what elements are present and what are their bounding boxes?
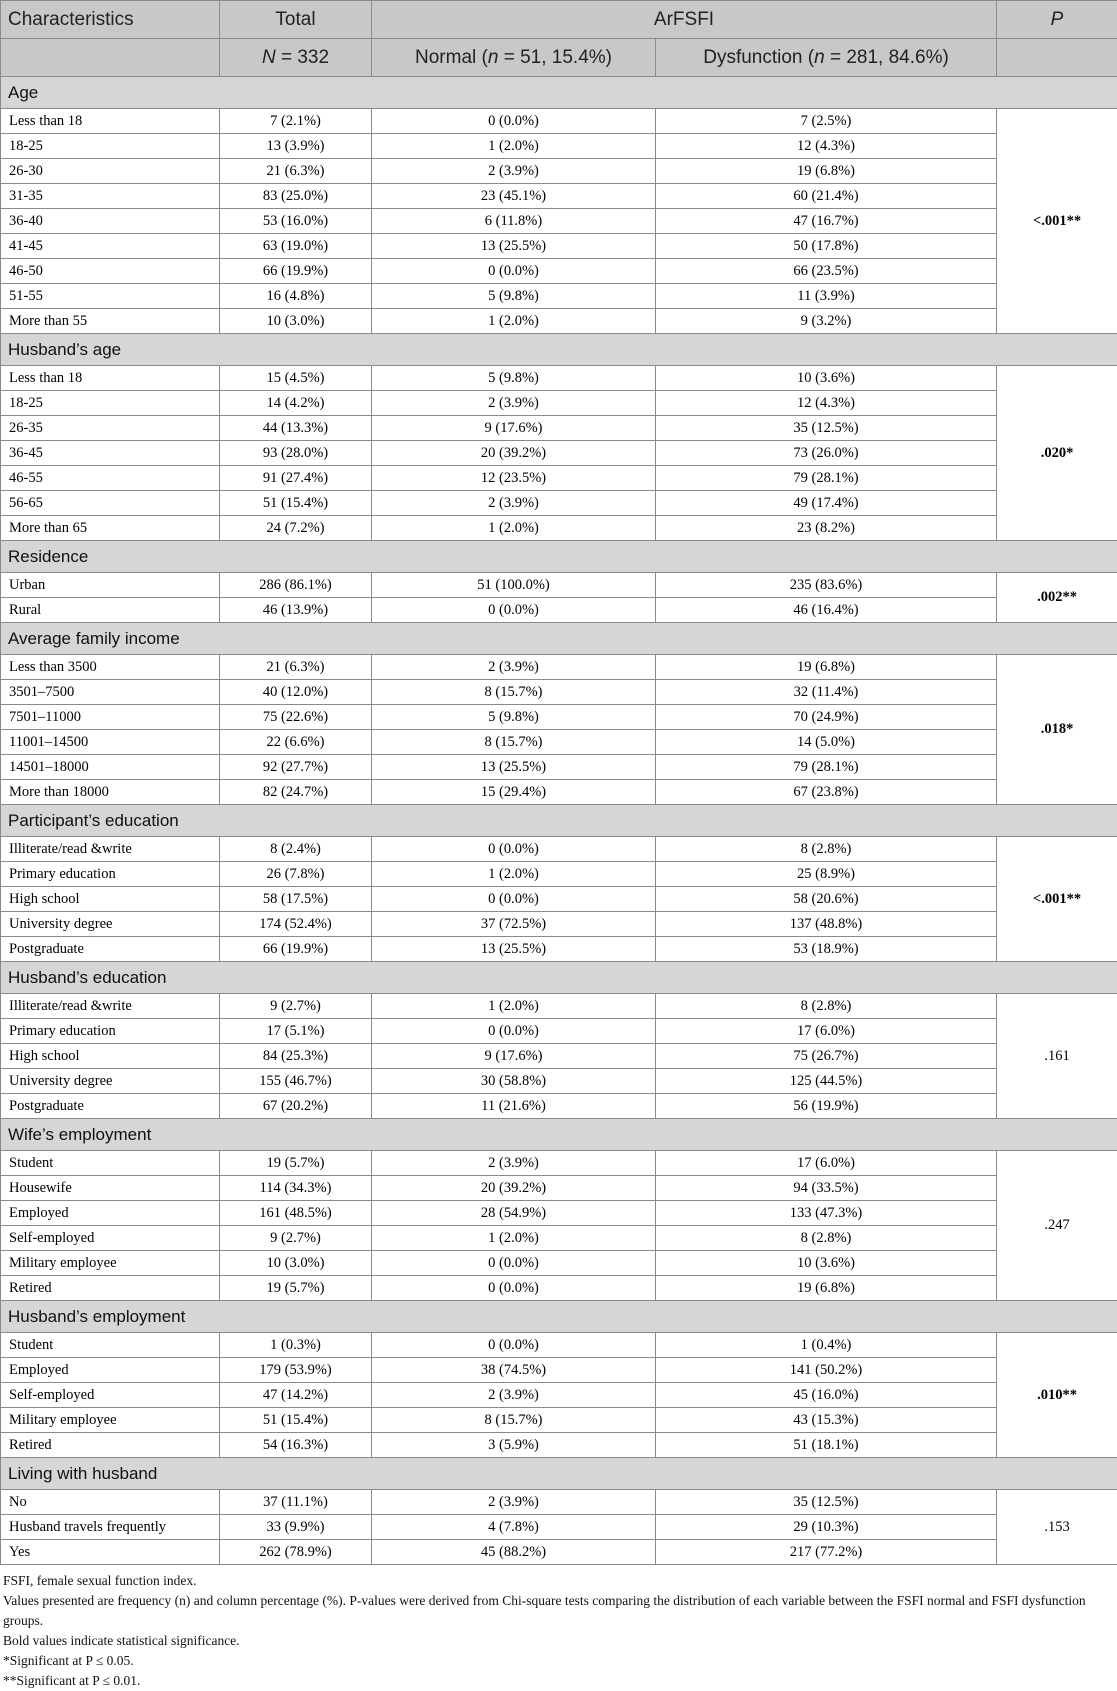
row-label: 14501–18000 <box>1 755 220 780</box>
normal-cell: 4 (7.8%) <box>372 1515 656 1540</box>
total-cell: 7 (2.1%) <box>220 109 372 134</box>
footnote: **Significant at P ≤ 0.01. <box>3 1671 1117 1691</box>
header-empty-cell <box>997 39 1117 77</box>
row-label: Illiterate/read &write <box>1 837 220 862</box>
table-row <box>1 680 1117 705</box>
table-row <box>1 1201 1117 1226</box>
total-cell: 174 (52.4%) <box>220 912 372 937</box>
table-row <box>1 441 1117 466</box>
dysfunction-cell: 60 (21.4%) <box>656 184 997 209</box>
total-cell: 155 (46.7%) <box>220 1069 372 1094</box>
p-value-cell: .153 <box>997 1490 1117 1565</box>
total-cell: 9 (2.7%) <box>220 994 372 1019</box>
normal-cell: 9 (17.6%) <box>372 1044 656 1069</box>
table-row <box>1 1276 1117 1301</box>
row-label: Postgraduate <box>1 937 220 962</box>
table-row <box>1 391 1117 416</box>
table-row <box>1 1019 1117 1044</box>
dysfunction-cell: 8 (2.8%) <box>656 1226 997 1251</box>
row-label: Less than 18 <box>1 366 220 391</box>
normal-cell: 9 (17.6%) <box>372 416 656 441</box>
normal-cell: 8 (15.7%) <box>372 730 656 755</box>
header-normal: Normal (n = 51, 15.4%) <box>372 39 656 77</box>
table-row <box>1 1044 1117 1069</box>
normal-cell: 2 (3.9%) <box>372 159 656 184</box>
total-cell: 67 (20.2%) <box>220 1094 372 1119</box>
normal-cell: 51 (100.0%) <box>372 573 656 598</box>
row-label: Self-employed <box>1 1226 220 1251</box>
section-row <box>1 623 1117 655</box>
dysfunction-cell: 75 (26.7%) <box>656 1044 997 1069</box>
normal-cell: 1 (2.0%) <box>372 309 656 334</box>
dysfunction-cell: 7 (2.5%) <box>656 109 997 134</box>
total-cell: 14 (4.2%) <box>220 391 372 416</box>
row-label: University degree <box>1 912 220 937</box>
row-label: Illiterate/read &write <box>1 994 220 1019</box>
row-label: 36-40 <box>1 209 220 234</box>
header-dysfunction: Dysfunction (n = 281, 84.6%) <box>656 39 997 77</box>
normal-cell: 0 (0.0%) <box>372 1276 656 1301</box>
total-cell: 9 (2.7%) <box>220 1226 372 1251</box>
dysfunction-cell: 35 (12.5%) <box>656 1490 997 1515</box>
footnote: FSFI, female sexual function index. <box>3 1571 1117 1591</box>
total-cell: 1 (0.3%) <box>220 1333 372 1358</box>
total-cell: 24 (7.2%) <box>220 516 372 541</box>
table-row <box>1 1383 1117 1408</box>
dysfunction-cell: 12 (4.3%) <box>656 134 997 159</box>
table-row <box>1 234 1117 259</box>
row-label: 51-55 <box>1 284 220 309</box>
total-cell: 21 (6.3%) <box>220 159 372 184</box>
row-label: 26-35 <box>1 416 220 441</box>
table-row <box>1 573 1117 598</box>
total-cell: 51 (15.4%) <box>220 491 372 516</box>
total-cell: 286 (86.1%) <box>220 573 372 598</box>
total-cell: 19 (5.7%) <box>220 1151 372 1176</box>
normal-cell: 5 (9.8%) <box>372 366 656 391</box>
table-body <box>1 77 1117 1565</box>
normal-cell: 30 (58.8%) <box>372 1069 656 1094</box>
total-cell: 19 (5.7%) <box>220 1276 372 1301</box>
normal-cell: 13 (25.5%) <box>372 937 656 962</box>
section-title: Average family income <box>1 623 1117 655</box>
normal-cell: 1 (2.0%) <box>372 1226 656 1251</box>
total-cell: 53 (16.0%) <box>220 209 372 234</box>
section-title: Residence <box>1 541 1117 573</box>
p-value-cell: .020* <box>997 366 1117 541</box>
dysfunction-cell: 19 (6.8%) <box>656 1276 997 1301</box>
dysfunction-cell: 79 (28.1%) <box>656 466 997 491</box>
dysfunction-cell: 47 (16.7%) <box>656 209 997 234</box>
total-cell: 10 (3.0%) <box>220 1251 372 1276</box>
table-row <box>1 284 1117 309</box>
dysfunction-cell: 43 (15.3%) <box>656 1408 997 1433</box>
dysfunction-cell: 19 (6.8%) <box>656 655 997 680</box>
dysfunction-cell: 66 (23.5%) <box>656 259 997 284</box>
dysfunction-cell: 12 (4.3%) <box>656 391 997 416</box>
table-row <box>1 366 1117 391</box>
dysfunction-cell: 9 (3.2%) <box>656 309 997 334</box>
p-value-cell: <.001** <box>997 837 1117 962</box>
row-label: 11001–14500 <box>1 730 220 755</box>
total-cell: 58 (17.5%) <box>220 887 372 912</box>
table-row <box>1 309 1117 334</box>
dysfunction-cell: 25 (8.9%) <box>656 862 997 887</box>
row-label: High school <box>1 1044 220 1069</box>
row-label: Rural <box>1 598 220 623</box>
p-value-cell: .161 <box>997 994 1117 1119</box>
row-label: Primary education <box>1 1019 220 1044</box>
footnote: *Significant at P ≤ 0.05. <box>3 1651 1117 1671</box>
dysfunction-cell: 10 (3.6%) <box>656 1251 997 1276</box>
normal-cell: 1 (2.0%) <box>372 862 656 887</box>
normal-cell: 5 (9.8%) <box>372 284 656 309</box>
total-cell: 66 (19.9%) <box>220 937 372 962</box>
row-label: 56-65 <box>1 491 220 516</box>
total-cell: 17 (5.1%) <box>220 1019 372 1044</box>
total-cell: 16 (4.8%) <box>220 284 372 309</box>
total-cell: 54 (16.3%) <box>220 1433 372 1458</box>
normal-cell: 0 (0.0%) <box>372 887 656 912</box>
table-row <box>1 1358 1117 1383</box>
total-cell: 37 (11.1%) <box>220 1490 372 1515</box>
normal-cell: 20 (39.2%) <box>372 441 656 466</box>
normal-cell: 1 (2.0%) <box>372 516 656 541</box>
table-row <box>1 755 1117 780</box>
table-row <box>1 109 1117 134</box>
table-row <box>1 1151 1117 1176</box>
section-row <box>1 541 1117 573</box>
dysfunction-cell: 51 (18.1%) <box>656 1433 997 1458</box>
normal-cell: 3 (5.9%) <box>372 1433 656 1458</box>
row-label: Self-employed <box>1 1383 220 1408</box>
table-row <box>1 1490 1117 1515</box>
total-cell: 114 (34.3%) <box>220 1176 372 1201</box>
total-cell: 44 (13.3%) <box>220 416 372 441</box>
dysfunction-cell: 67 (23.8%) <box>656 780 997 805</box>
table-row <box>1 730 1117 755</box>
table-row <box>1 416 1117 441</box>
total-cell: 33 (9.9%) <box>220 1515 372 1540</box>
table-row <box>1 184 1117 209</box>
dysfunction-cell: 14 (5.0%) <box>656 730 997 755</box>
dysfunction-cell: 53 (18.9%) <box>656 937 997 962</box>
dysfunction-cell: 8 (2.8%) <box>656 837 997 862</box>
row-label: Military employee <box>1 1408 220 1433</box>
dysfunction-cell: 17 (6.0%) <box>656 1151 997 1176</box>
dysfunction-cell: 137 (48.8%) <box>656 912 997 937</box>
table-row <box>1 994 1117 1019</box>
total-cell: 84 (25.3%) <box>220 1044 372 1069</box>
row-label: 7501–11000 <box>1 705 220 730</box>
table-row <box>1 1094 1117 1119</box>
normal-cell: 6 (11.8%) <box>372 209 656 234</box>
row-label: More than 55 <box>1 309 220 334</box>
dysfunction-cell: 1 (0.4%) <box>656 1333 997 1358</box>
normal-cell: 8 (15.7%) <box>372 1408 656 1433</box>
dysfunction-cell: 94 (33.5%) <box>656 1176 997 1201</box>
row-label: 46-50 <box>1 259 220 284</box>
dysfunction-cell: 141 (50.2%) <box>656 1358 997 1383</box>
table-row <box>1 491 1117 516</box>
row-label: Student <box>1 1333 220 1358</box>
normal-cell: 0 (0.0%) <box>372 1251 656 1276</box>
total-cell: 91 (27.4%) <box>220 466 372 491</box>
total-cell: 46 (13.9%) <box>220 598 372 623</box>
table-row <box>1 1333 1117 1358</box>
table-row <box>1 1251 1117 1276</box>
dysfunction-cell: 29 (10.3%) <box>656 1515 997 1540</box>
total-cell: 21 (6.3%) <box>220 655 372 680</box>
section-row <box>1 962 1117 994</box>
table-row <box>1 1515 1117 1540</box>
total-cell: 161 (48.5%) <box>220 1201 372 1226</box>
normal-cell: 1 (2.0%) <box>372 994 656 1019</box>
normal-cell: 45 (88.2%) <box>372 1540 656 1565</box>
normal-cell: 23 (45.1%) <box>372 184 656 209</box>
row-label: 26-30 <box>1 159 220 184</box>
table-row <box>1 837 1117 862</box>
row-label: 18-25 <box>1 391 220 416</box>
table-row <box>1 1226 1117 1251</box>
normal-cell: 2 (3.9%) <box>372 655 656 680</box>
total-cell: 51 (15.4%) <box>220 1408 372 1433</box>
dysfunction-cell: 217 (77.2%) <box>656 1540 997 1565</box>
table-row <box>1 209 1117 234</box>
table-row <box>1 912 1117 937</box>
row-label: 36-45 <box>1 441 220 466</box>
section-title: Husband’s age <box>1 334 1117 366</box>
p-value-cell: .247 <box>997 1151 1117 1301</box>
normal-cell: 0 (0.0%) <box>372 1019 656 1044</box>
footnote: Values presented are frequency (n) and column percentage (%). P-values were derived from Chi-square tests comparing the distribution of each variable between the FSFI normal and FSFI dysfunction groups. <box>3 1591 1117 1631</box>
normal-cell: 2 (3.9%) <box>372 1151 656 1176</box>
section-title: Living with husband <box>1 1458 1117 1490</box>
total-cell: 75 (22.6%) <box>220 705 372 730</box>
table-row <box>1 705 1117 730</box>
total-cell: 179 (53.9%) <box>220 1358 372 1383</box>
normal-cell: 2 (3.9%) <box>372 491 656 516</box>
header-total-n: N = 332 <box>220 39 372 77</box>
section-row <box>1 805 1117 837</box>
row-label: More than 65 <box>1 516 220 541</box>
section-title: Participant’s education <box>1 805 1117 837</box>
dysfunction-cell: 133 (47.3%) <box>656 1201 997 1226</box>
dysfunction-cell: 45 (16.0%) <box>656 1383 997 1408</box>
section-row <box>1 1301 1117 1333</box>
row-label: 41-45 <box>1 234 220 259</box>
normal-cell: 13 (25.5%) <box>372 755 656 780</box>
dysfunction-cell: 56 (19.9%) <box>656 1094 997 1119</box>
total-cell: 15 (4.5%) <box>220 366 372 391</box>
normal-cell: 1 (2.0%) <box>372 134 656 159</box>
normal-cell: 12 (23.5%) <box>372 466 656 491</box>
normal-cell: 0 (0.0%) <box>372 837 656 862</box>
normal-cell: 0 (0.0%) <box>372 109 656 134</box>
table-row <box>1 655 1117 680</box>
row-label: Student <box>1 1151 220 1176</box>
total-cell: 40 (12.0%) <box>220 680 372 705</box>
table-row <box>1 466 1117 491</box>
normal-cell: 2 (3.9%) <box>372 391 656 416</box>
row-label: High school <box>1 887 220 912</box>
table-row <box>1 862 1117 887</box>
section-row <box>1 334 1117 366</box>
total-cell: 66 (19.9%) <box>220 259 372 284</box>
dysfunction-cell: 73 (26.0%) <box>656 441 997 466</box>
header-total: Total <box>220 1 372 39</box>
header-arfsfi: ArFSFI <box>372 1 997 39</box>
row-label: No <box>1 1490 220 1515</box>
section-title: Husband’s employment <box>1 1301 1117 1333</box>
table-row <box>1 780 1117 805</box>
normal-cell: 20 (39.2%) <box>372 1176 656 1201</box>
table-row <box>1 1176 1117 1201</box>
dysfunction-cell: 10 (3.6%) <box>656 366 997 391</box>
p-value-cell: <.001** <box>997 109 1117 334</box>
normal-cell: 0 (0.0%) <box>372 259 656 284</box>
dysfunction-cell: 58 (20.6%) <box>656 887 997 912</box>
table-row <box>1 159 1117 184</box>
normal-cell: 0 (0.0%) <box>372 1333 656 1358</box>
table-row <box>1 598 1117 623</box>
p-value-cell: .018* <box>997 655 1117 805</box>
row-label: University degree <box>1 1069 220 1094</box>
dysfunction-cell: 35 (12.5%) <box>656 416 997 441</box>
dysfunction-cell: 17 (6.0%) <box>656 1019 997 1044</box>
normal-cell: 2 (3.9%) <box>372 1490 656 1515</box>
dysfunction-cell: 70 (24.9%) <box>656 705 997 730</box>
total-cell: 82 (24.7%) <box>220 780 372 805</box>
normal-cell: 28 (54.9%) <box>372 1201 656 1226</box>
total-cell: 83 (25.0%) <box>220 184 372 209</box>
row-label: Employed <box>1 1358 220 1383</box>
row-label: Postgraduate <box>1 1094 220 1119</box>
row-label: Housewife <box>1 1176 220 1201</box>
normal-cell: 0 (0.0%) <box>372 598 656 623</box>
dysfunction-cell: 19 (6.8%) <box>656 159 997 184</box>
row-label: Employed <box>1 1201 220 1226</box>
normal-cell: 8 (15.7%) <box>372 680 656 705</box>
section-title: Age <box>1 77 1117 109</box>
footnotes <box>0 1565 1117 1691</box>
header-p: P <box>997 1 1117 39</box>
normal-cell: 2 (3.9%) <box>372 1383 656 1408</box>
row-label: Less than 18 <box>1 109 220 134</box>
table-row <box>1 259 1117 284</box>
total-cell: 63 (19.0%) <box>220 234 372 259</box>
row-label: 3501–7500 <box>1 680 220 705</box>
table-row <box>1 887 1117 912</box>
row-label: Urban <box>1 573 220 598</box>
normal-cell: 15 (29.4%) <box>372 780 656 805</box>
section-title: Husband’s education <box>1 962 1117 994</box>
row-label: 31-35 <box>1 184 220 209</box>
normal-cell: 13 (25.5%) <box>372 234 656 259</box>
table-header <box>1 1 1117 77</box>
section-row <box>1 1119 1117 1151</box>
row-label: Less than 3500 <box>1 655 220 680</box>
total-cell: 47 (14.2%) <box>220 1383 372 1408</box>
row-label: Primary education <box>1 862 220 887</box>
normal-cell: 5 (9.8%) <box>372 705 656 730</box>
p-value-cell: .002** <box>997 573 1117 623</box>
dysfunction-cell: 8 (2.8%) <box>656 994 997 1019</box>
total-cell: 13 (3.9%) <box>220 134 372 159</box>
section-row <box>1 1458 1117 1490</box>
row-label: Husband travels frequently <box>1 1515 220 1540</box>
total-cell: 93 (28.0%) <box>220 441 372 466</box>
dysfunction-cell: 50 (17.8%) <box>656 234 997 259</box>
header-characteristics: Characteristics <box>1 1 220 39</box>
dysfunction-cell: 11 (3.9%) <box>656 284 997 309</box>
dysfunction-cell: 46 (16.4%) <box>656 598 997 623</box>
normal-cell: 37 (72.5%) <box>372 912 656 937</box>
row-label: 18-25 <box>1 134 220 159</box>
dysfunction-cell: 79 (28.1%) <box>656 755 997 780</box>
row-label: More than 18000 <box>1 780 220 805</box>
table-row <box>1 1408 1117 1433</box>
total-cell: 92 (27.7%) <box>220 755 372 780</box>
table-row <box>1 134 1117 159</box>
total-cell: 10 (3.0%) <box>220 309 372 334</box>
table-row <box>1 1433 1117 1458</box>
dysfunction-cell: 32 (11.4%) <box>656 680 997 705</box>
normal-cell: 11 (21.6%) <box>372 1094 656 1119</box>
header-row-2 <box>1 39 1117 77</box>
table-row <box>1 1540 1117 1565</box>
total-cell: 8 (2.4%) <box>220 837 372 862</box>
table-row <box>1 937 1117 962</box>
table-row <box>1 516 1117 541</box>
dysfunction-cell: 125 (44.5%) <box>656 1069 997 1094</box>
dysfunction-cell: 235 (83.6%) <box>656 573 997 598</box>
dysfunction-cell: 49 (17.4%) <box>656 491 997 516</box>
p-value-cell: .010** <box>997 1333 1117 1458</box>
normal-cell: 38 (74.5%) <box>372 1358 656 1383</box>
total-cell: 262 (78.9%) <box>220 1540 372 1565</box>
row-label: Yes <box>1 1540 220 1565</box>
total-cell: 26 (7.8%) <box>220 862 372 887</box>
dysfunction-cell: 23 (8.2%) <box>656 516 997 541</box>
header-empty-cell <box>1 39 220 77</box>
header-row-1 <box>1 1 1117 39</box>
row-label: Retired <box>1 1276 220 1301</box>
section-title: Wife’s employment <box>1 1119 1117 1151</box>
footnote: Bold values indicate statistical significance. <box>3 1631 1117 1651</box>
row-label: Military employee <box>1 1251 220 1276</box>
row-label: Retired <box>1 1433 220 1458</box>
row-label: 46-55 <box>1 466 220 491</box>
total-cell: 22 (6.6%) <box>220 730 372 755</box>
section-row <box>1 77 1117 109</box>
table-row <box>1 1069 1117 1094</box>
